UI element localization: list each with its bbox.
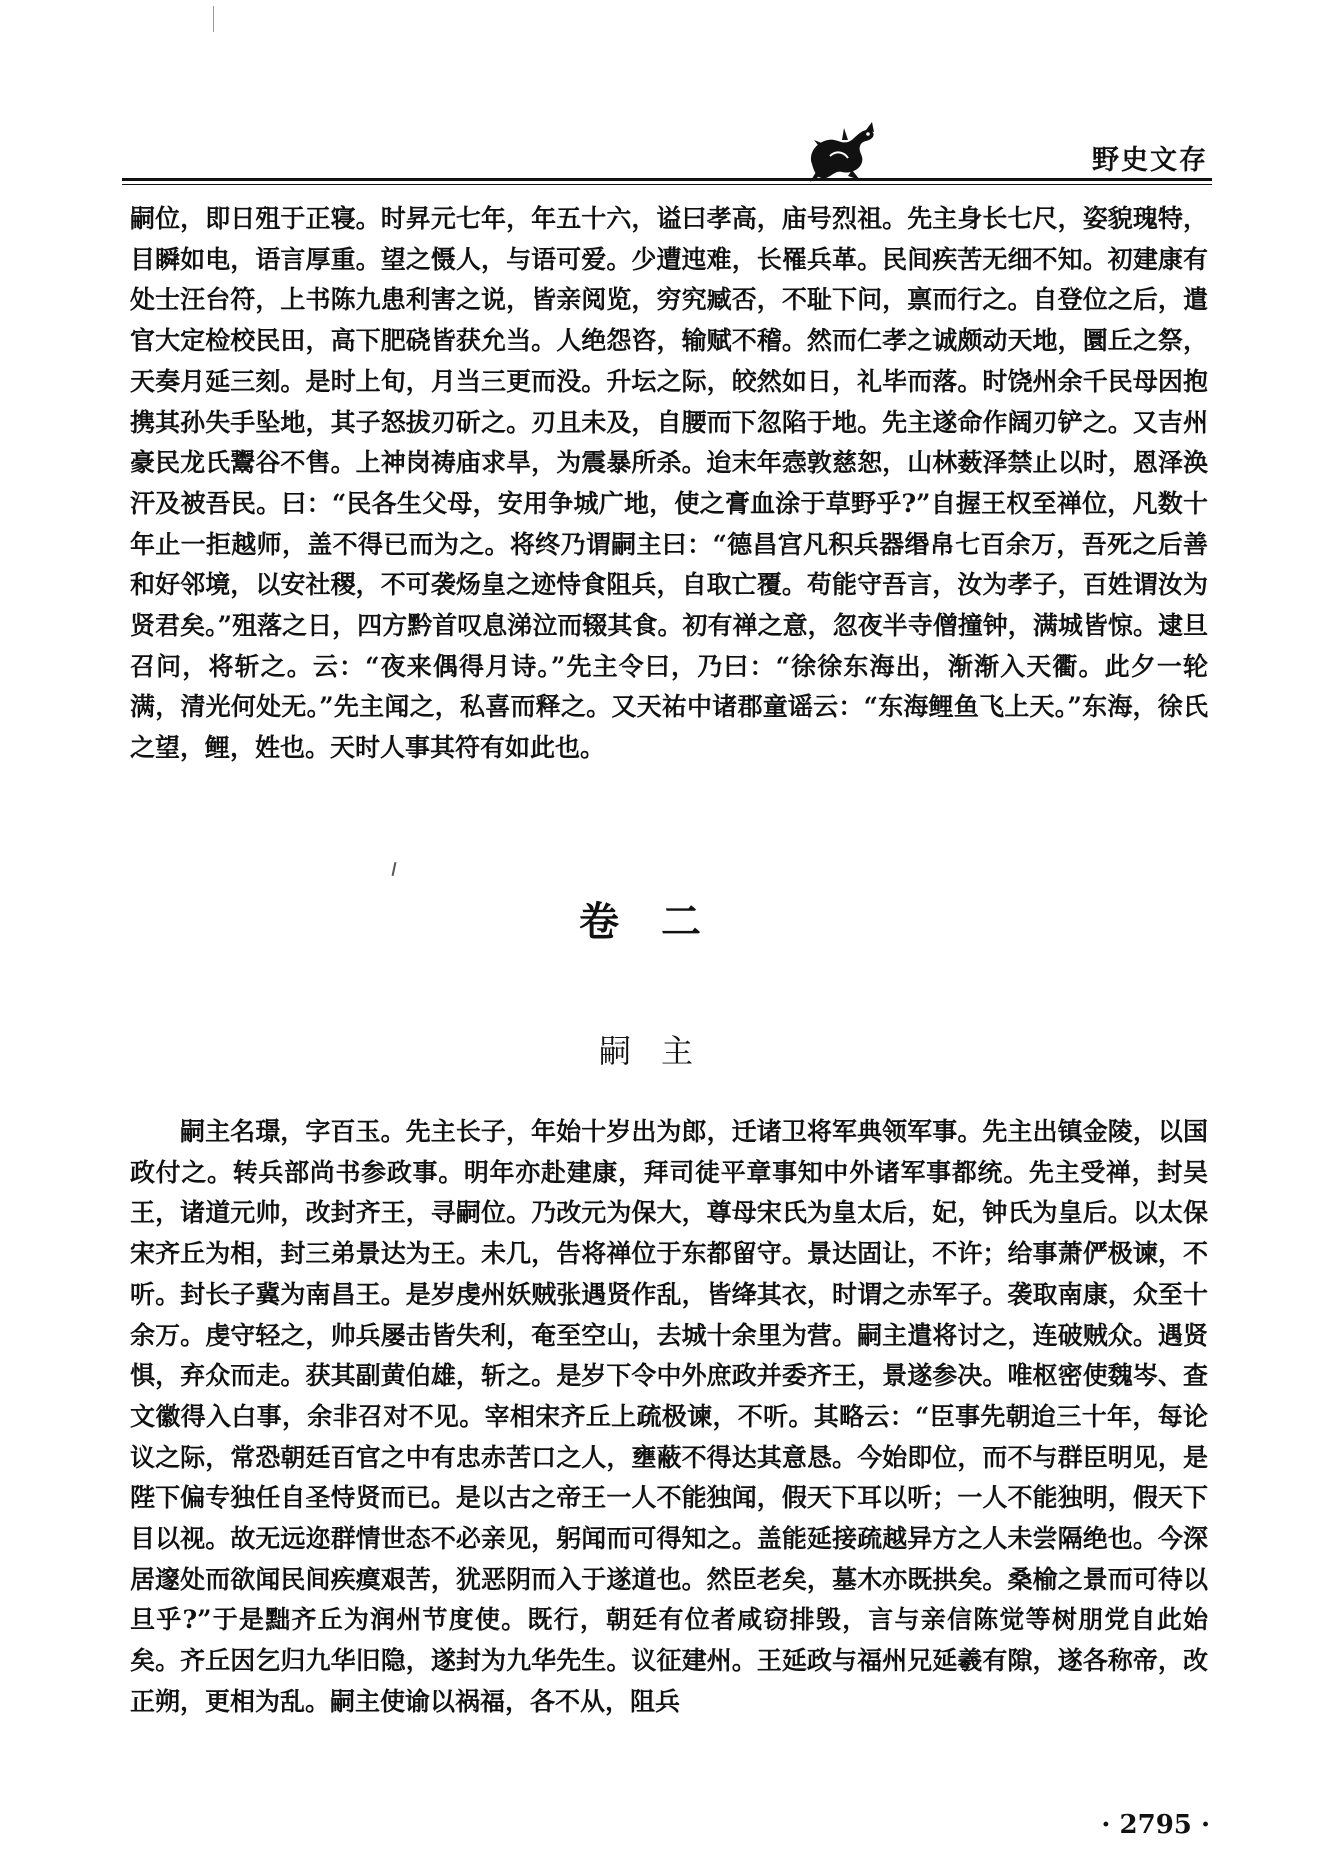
- main-paragraph: 嗣主名璟，字百玉。先主长子，年始十岁出为郎，迁诸卫将军典领军事。先主出镇金陵，以国政付之。转兵部尚书参政事。明年亦赴建康，拜司徒平章事知中外诸军事都统。先主受禅，封吴王，诸道元帅，改封齐王，寻嗣位。乃改元为保大，尊母宋氏为皇太后，妃，钟氏为皇后。以太保宋齐丘为相，封三弟景达为王。未几，告将禅位于东都留守。景达固让，不许；给事萧俨极谏，不听。封长子冀为南昌王。是岁虔州妖贼张遇贤作乱，皆绛其衣，时谓之赤军子。袭取南康，众至十余万。虔守轻之，帅兵屡击皆失利，奄至空山，去城十余里为营。嗣主遣将讨之，连破贼众。遇贤惧，弃众而走。获其副黄伯雄，斩之。是岁下令中外庶政并委齐王，景遂参决。唯枢密使魏岑、查文徽得入白事，余非召对不见。宰相宋齐丘上疏极谏，不听。其略云：“臣事先朝迨三十年，每论议之际，常恐朝廷百官之中有忠赤苦口之人，壅蔽不得达其意恳。今始即位，而不与群臣明见，是陛下偏专独任自圣恃贤而已。是以古之帝王一人不能独闻，假天下耳以听；一人不能独明，假天下目以视。故无远迩群情世态不必亲见，躬闻而可得知之。盖能延接疏越异方之人未尝隔绝也。今深居邃处而欲闻民间疾瘼艰苦，犹恶阴而入于遂道也。然臣老矣，墓木亦既拱矣。桑榆之景而可待以旦乎?”于是黜齐丘为润州节度使。既行，朝廷有位者咸窃排毁，言与亲信陈觉等树朋党自此始矣。齐丘因乞归九华旧隐，遂封为九华先生。议征建州。王延政与福州兄延羲有隙，遂各称帝，改正朔，更相为乱。嗣主使谕以祸福，各不从，阻兵: [130, 1117, 1208, 1716]
- continued-paragraph: 嗣位，即日殂于正寝。时昇元七年，年五十六，谥曰孝高，庙号烈祖。先主身长七尺，姿貌瑰特，目瞬如电，语言厚重。望之慑人，与语可爱。少遭迍难，长罹兵革。民间疾苦无细不知。初建康有处士汪台符，上书陈九患利害之说，皆亲阅览，穷究臧否，不耻下问，禀而行之。自登位之后，遣官大定检校民田，高下肥硗皆获允当。人绝怨咨，输赋不稽。然而仁孝之诚颇动天地，圜丘之祭，天奏月延三刻。是时上旬，月当三更而没。升坛之际，皎然如日，礼毕而落。时饶州余千民母因抱携其孙失手坠地，其子怒拔刃斫之。刃且未及，自腰而下忽陷于地。先主遂命作阔刃铲之。又吉州豪民龙氏鬻谷不售。上神岗祷庙求旱，为震暴所杀。迨末年悫敦慈恕，山林薮泽禁止以时，恩泽涣汗及被吾民。曰：“民各生父母，安用争城广地，使之膏血涂于草野乎?”自握王权至禅位，凡数十年止一拒越师，盖不得已而为之。将终乃谓嗣主曰：“德昌宫凡积兵器缗帛七百余万，吾死之后善和好邻境，以安社稷，不可袭炀皇之迹恃食阻兵，自取亡覆。苟能守吾言，汝为孝子，百姓谓汝为贤君矣。”殂落之日，四方黔首叹息涕泣而辍其食。初有禅之意，忽夜半寺僧撞钟，满城皆惊。逮旦召问，将斩之。云：“夜来偶得月诗。”先主令曰，乃曰：“徐徐东海出，渐渐入天衢。此夕一轮满，清光何处无。”先主闻之，私喜而释之。又天祐中诸郡童谣云：“东海鲤鱼飞上天。”东海，徐氏之望，鲤，姓也。天时人事其符有如此也。: [130, 204, 1208, 763]
- scan-artifact-mark: [392, 862, 397, 876]
- header-rule: [122, 178, 1212, 181]
- main-text-block: [130, 1112, 1208, 1723]
- header-rule-thin: [122, 184, 1212, 185]
- scan-artifact: [213, 6, 214, 32]
- page-number: · 2795 ·: [1101, 1810, 1210, 1840]
- chapter-title: 卷二: [579, 899, 743, 945]
- running-header: [122, 120, 1212, 190]
- series-title: 野史文存: [1092, 145, 1208, 176]
- continued-text-block: [130, 199, 1208, 769]
- section-title: 嗣主: [598, 1032, 723, 1070]
- dragon-emblem-icon: [802, 120, 880, 184]
